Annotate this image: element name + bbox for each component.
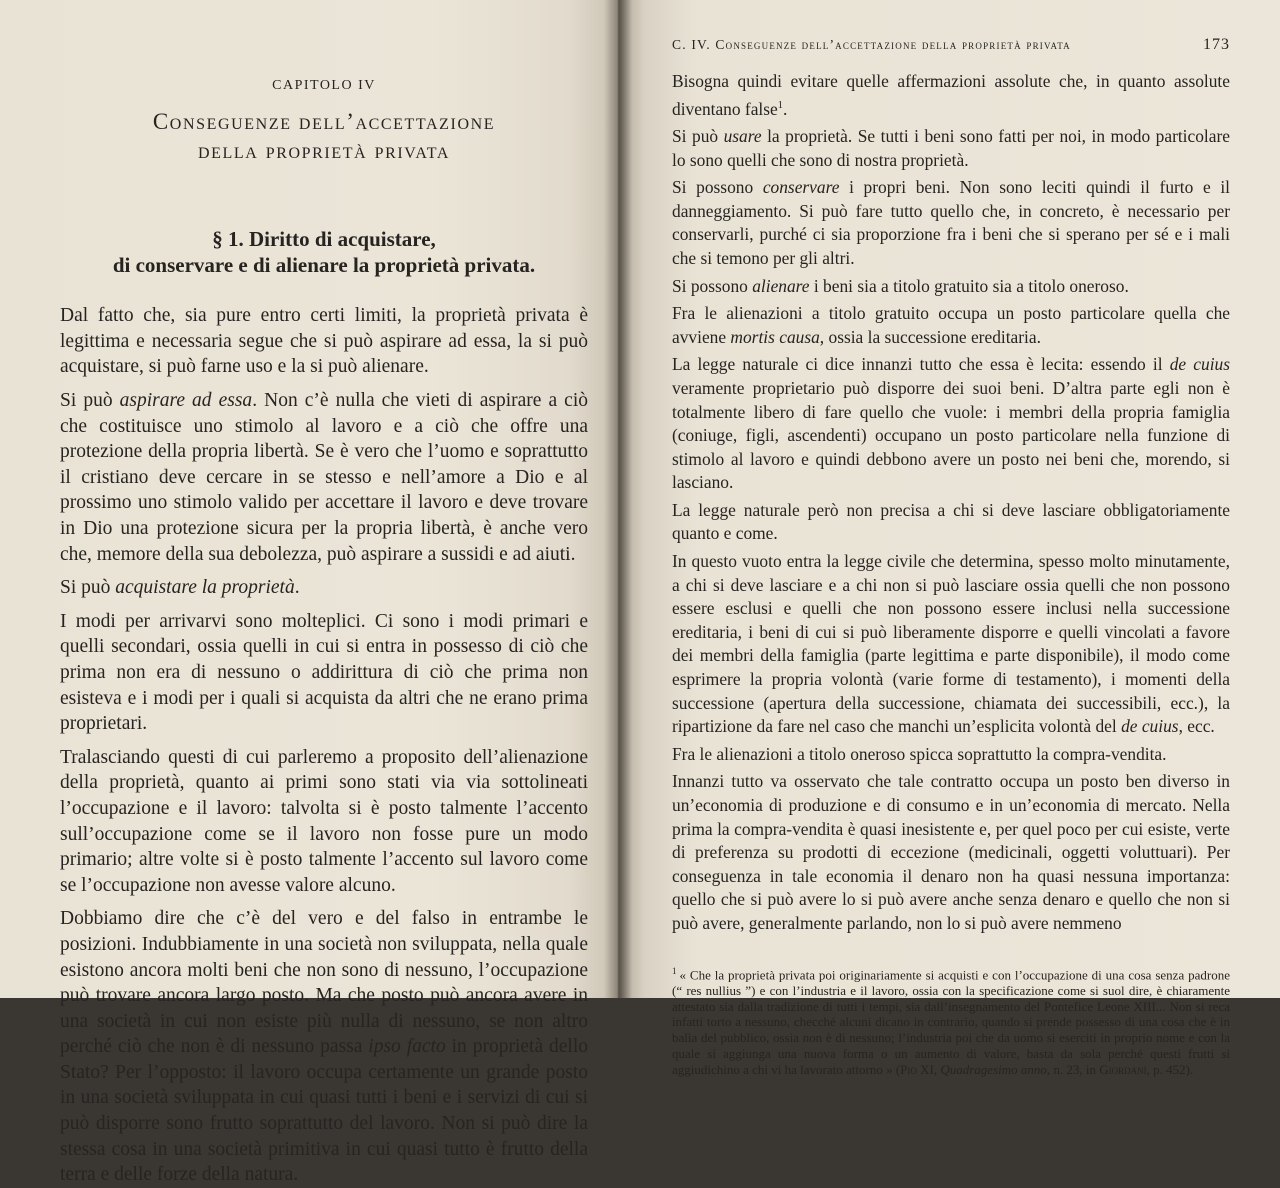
- paragraph-text: Bisogna quindi evitare quelle affermazioni assolute che, in quanto assolute diventano false: [672, 71, 1230, 119]
- footnote-text: , n. 23, in: [1046, 1061, 1100, 1077]
- paragraph-text: i beni sia a titolo gratuito sia a titolo oneroso.: [809, 275, 1129, 296]
- section-title-line-2: di conservare e di alienare la proprietà privata.: [112, 253, 536, 278]
- paragraph-text: Dobbiamo dire che c’è del vero e del falso in entrambe le posizioni. Indubbiamente in una società non sviluppata, nella quale esistono ancora molti beni che non sono di nessuno, l’occupazione può trovare ancora largo posto. Ma che posto può ancora avere in una società in cui non esiste più nulla di nessuno, se non altro perché ciò che non è di nessuno passa: [60, 908, 588, 1058]
- footnote-text: , p. 452).: [1146, 1061, 1194, 1077]
- paragraph: [60, 906, 588, 1188]
- italic-text: ipso facto: [368, 1036, 446, 1058]
- paragraph-text: , ecc.: [1178, 716, 1215, 737]
- footnote-marker: 1: [672, 965, 677, 976]
- page-number: 173: [1203, 36, 1230, 53]
- italic-text: de cuius: [1121, 716, 1179, 737]
- section-title: [60, 226, 588, 280]
- italic-text: alienare: [752, 275, 810, 296]
- section-title-line-1: § 1. Diritto di acquistare,: [212, 226, 436, 251]
- paragraph: [672, 275, 1230, 299]
- running-head-title: C. IV. Conseguenze dell’accettazione della proprietà privata: [672, 37, 1071, 52]
- paragraph-text: La legge naturale ci dice innanzi tutto che essa è lecita: essendo il: [672, 354, 1170, 375]
- paragraph-text: i propri beni. Non sono leciti quindi il furto e il danneggiamento. Si può fare tutto quello che, in concreto, è necessario per conservarli, purché ci sia proporzione fra i beni che si sperano per sé e i mali che si temono per gli altri.: [672, 177, 1230, 268]
- paragraph-text: Si può: [60, 390, 120, 412]
- chapter-title: [60, 108, 588, 166]
- footnote-text: ,: [933, 1061, 941, 1077]
- paragraph: Tralasciando questi di cui parleremo a proposito dell’alienazione della proprietà, quanto ai primi sono stati via via sottolineati l’occupazione e il lavoro: talvolta si è posto talmente l’accento sull’occupazione come se il lavoro non fosse pure un modo primario; altre volte si è posto talmente l’accento sul lavoro come se l’occupazione non avesse valore alcuno.: [60, 746, 588, 896]
- right-page: [618, 0, 1280, 1077]
- paragraph: [672, 353, 1230, 495]
- left-page: [0, 0, 618, 1186]
- paragraph: I modi per arrivarvi sono molteplici. Ci sono i modi primari e quelli secondari, ossia quelli in cui si entra in possesso di ciò che prima non era di nessuno o addirittura di ciò che prima non esisteva e i modi per i quali si acquista da altri che ne erano prima proprietari.: [60, 610, 588, 735]
- footnote: [672, 964, 1230, 1078]
- paragraph: [672, 302, 1230, 349]
- chapter-title-line-1: Conseguenze dell’accettazione: [152, 109, 496, 134]
- paragraph-text: , ossia la successione ereditaria.: [819, 326, 1041, 347]
- italic-text: acquistare la proprietà: [115, 577, 295, 599]
- paragraph-text: Si può: [60, 577, 116, 599]
- paragraph-text: Si può: [672, 125, 724, 146]
- running-head: [672, 36, 1230, 54]
- italic-text: conservare: [762, 177, 840, 198]
- footnote-editor: Giordani: [1099, 1061, 1147, 1077]
- paragraph-text: .: [782, 98, 788, 119]
- paragraph-text: . Non c’è nulla che vieti di aspirare a ciò che costituisce uno stimolo al lavoro e a ciò che offre una protezione della propria libertà. Se è vero che l’uomo e soprattutto il cristiano deve cercare in se stesso e nell’amore a Dio e al prossimo uno stimolo valido per accettare il lavoro e deve trovare in Dio una protezione sicura per la propria libertà, è anche vero che, memore della sua debolezza, può aspirare a sussidi e ad aiuti.: [60, 390, 588, 565]
- italic-text: de cuius: [1169, 354, 1230, 375]
- paragraph-text: la proprietà. Se tutti i beni sono fatti per noi, in modo particolare lo sono quelli che sono di nostra proprietà.: [672, 125, 1230, 170]
- footnote-work-title: Quadragesimo anno: [940, 1061, 1047, 1077]
- paragraph: La legge naturale però non precisa a chi si deve lasciare obbligatoriamente quanto e come.: [672, 499, 1230, 544]
- chapter-title-line-2: della proprietà privata: [197, 137, 451, 163]
- paragraph: [672, 550, 1230, 739]
- footnote-reference: 1: [777, 99, 783, 111]
- paragraph-text: In questo vuoto entra la legge civile che determina, spesso molto minutamente, a chi si deve lasciare e a chi non si può lasciare ossia quelli che non possono essere esclusi e quelli che non possono essere inclusi nella successione ereditaria, i beni di cui si può liberamente disporre e quelli vincolati a favore dei membri della famiglia (parte legittima e parte disponibile), il modo come esprimere la propria volontà (varie forme di testamento), i momenti della successione (apertura della successione, chiamata dei successibili, ecc.), la ripartizione da fare nel caso che manchi un’esplicita volontà del: [672, 551, 1230, 737]
- paragraph-text: Si possono: [672, 275, 753, 296]
- paragraph: Innanzi tutto va osservato che tale contratto occupa un posto ben diverso in un’economia di produzione e di consumo e in un’economia di mercato. Nella prima la compra-vendita è quasi inesistente e, per quel poco per cui esiste, verte di preferenza su prodotti di eccezione (medicinali, oggetti voluttuari). Per conseguenza in tale economia il denaro non ha quasi nessuna importanza: quello che si può avere lo si può avere anche senza denaro e quello che non si può avere, generalmente parlando, non lo si può avere nemmeno: [672, 771, 1230, 933]
- italic-text: usare: [723, 125, 762, 146]
- paragraph: [60, 388, 588, 567]
- paragraph: [672, 176, 1230, 270]
- paragraph-text: in proprietà dello Stato? Per l’opposto: il lavoro occupa certamente un grande posto in una società sviluppata in cui quasi tutti i beni e i servizi di cui si può disporre sono frutto soprattutto del lavoro. Non si può dire la stessa cosa in una società primitiva in cui quasi tutto è frutto della terra e delle forze della natura.: [60, 1036, 589, 1186]
- paragraph: Dal fatto che, sia pure entro certi limiti, la proprietà privata è legittima e necessaria segue che si può aspirare ad essa, la si può acquistare, si può farne uso e la si può alienare.: [60, 305, 588, 378]
- paragraph-text: Fra le alienazioni a titolo gratuito occupa un posto particolare quella che avviene: [672, 303, 1230, 347]
- paragraph-text: Si possono: [672, 177, 763, 198]
- book-gutter-shadow: [604, 0, 632, 998]
- footnote-author: Pio XI: [900, 1061, 934, 1077]
- italic-text: aspirare ad essa: [119, 390, 253, 412]
- chapter-label: CAPITOLO IV: [272, 78, 376, 93]
- paragraph: [672, 70, 1230, 121]
- paragraph-text: .: [294, 577, 300, 599]
- italic-text: mortis causa: [730, 326, 820, 347]
- paragraph: Fra le alienazioni a titolo oneroso spicca soprattutto la compra-vendita.: [672, 743, 1167, 764]
- footnote-text: « Che la proprietà privata poi originariamente si acquisti e con l’occupazione di una cosa senza padrone (“ res nullius ”) e con l’industria e il lavoro, ossia con la specificazione come si suol dire, è chiaramente attestato sia dalla tradizione di tutti i tempi, sia dall’insegnamento del Pontefice Leone XIII... Non si reca infatti torto a nessuno, checché alcuni dicano in contrario, quando si prende possesso di una cosa che è in balìa del pubblico, ossia non è di nessuno; l’industria poi che da uomo si eserciti in proprio nome e con la quale si aggiunga una nuova forma o un aumento di valore, basta da sola perché questi frutti si aggiudichino a chi vi ha lavorato attorno » (: [672, 966, 1230, 1077]
- paragraph: [672, 125, 1230, 172]
- paragraph: [60, 575, 588, 601]
- paragraph-text: veramente proprietario può disporre dei suoi beni. D’altra parte egli non è totalmente libero di fare quello che vuole: i membri della propria famiglia (coniuge, figli, ascendenti) occupano un posto particolare nella funzione di stimolo al lavoro e quindi debbono avere un posto nei beni che, morendo, si lasciano.: [672, 377, 1230, 493]
